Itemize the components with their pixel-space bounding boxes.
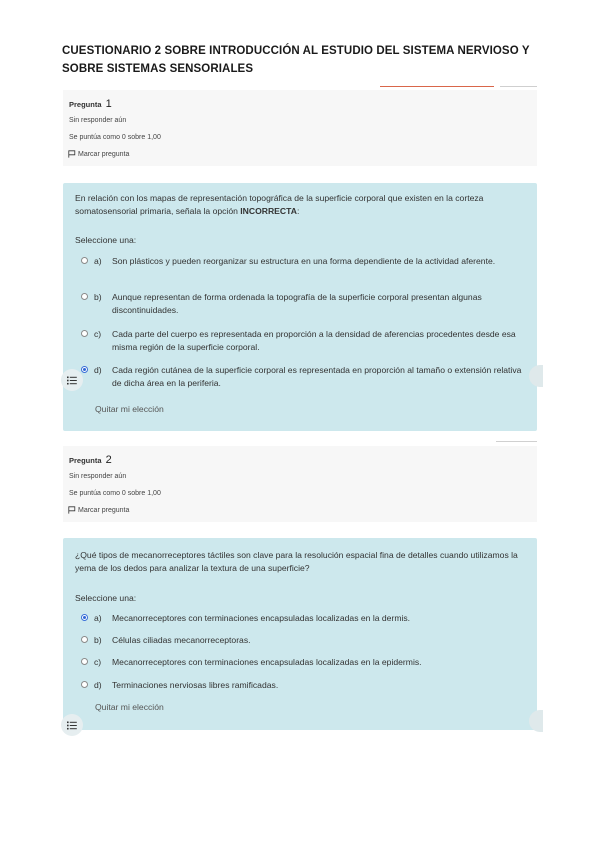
question-1-content [63,183,537,431]
radio-button[interactable] [81,658,88,665]
list-icon [67,721,77,730]
option-letter: b) [94,292,102,302]
question-2-info [63,446,537,522]
question-number: 2 [105,454,112,466]
question-text-end: : [296,206,300,216]
option-text: Cada parte del cuerpo es representada en proporción a la densidad de aferencias procedentes desde esa misma región de la superficie corporal. [112,329,516,352]
option-text: Aunque representan de forma ordenada la topografía de la superficie corporal presentan algunas discontinuidades. [112,292,482,315]
document-title: CUESTIONARIO 2 SOBRE INTRODUCCIÓN AL ESTUDIO DEL SISTEMA NERVIOSO Y SOBRE SISTEMAS SENSORIALES [62,45,530,75]
flag-icon [68,506,76,514]
question-1-status: Sin responder aún [69,117,127,124]
option-text: Mecanorreceptores con terminaciones encapsuladas localizadas en la epidermis. [112,657,422,667]
question-1-flag[interactable] [68,150,129,158]
flag-icon [68,150,76,158]
question-2-number [69,454,112,466]
radio-button[interactable] [81,330,88,337]
select-one-label: Seleccione una: [75,593,137,603]
option-text: Células ciliadas mecanorreceptoras. [112,635,251,645]
question-label: Pregunta [69,100,102,109]
clear-choice-link[interactable]: Quitar mi elección [95,404,164,414]
radio-button-selected[interactable] [81,614,88,621]
flag-label: Marcar pregunta [78,506,130,514]
question-2-flag[interactable] [68,506,129,514]
option-text: Mecanorreceptores con terminaciones encapsuladas localizadas en la dermis. [112,613,411,623]
option-letter: c) [94,657,102,667]
select-one-label: Seleccione una: [75,235,137,245]
radio-button[interactable] [81,681,88,688]
option-letter: d) [94,365,102,375]
question-text-emphasis: INCORRECTA [240,206,297,216]
option-letter: c) [94,329,102,339]
question-1-text [75,192,533,218]
question-1-score: Se puntúa como 0 sobre 1,00 [69,134,161,141]
question-list-button[interactable] [61,369,83,391]
radio-button-selected[interactable] [81,366,88,373]
question-2-option-d[interactable] [81,679,533,692]
question-2-status: Sin responder aún [69,473,127,480]
decorative-accent-line [380,86,494,87]
question-1-option-d[interactable] [81,364,533,390]
option-letter: d) [94,680,102,690]
question-1-option-a[interactable] [81,255,533,268]
decorative-divider [496,441,537,442]
list-icon [67,376,77,385]
option-letter: b) [94,635,102,645]
flag-label: Marcar pregunta [78,150,130,158]
option-text: Cada región cutánea de la superficie corporal es representada en proporción al tamaño o extensión relativa de dicha área en la periferia. [112,365,522,388]
side-scroll-handle[interactable] [529,710,543,732]
question-1-number [69,98,112,110]
question-2-option-b[interactable] [81,634,533,647]
question-2-content [63,538,537,730]
option-letter: a) [94,256,102,266]
question-1-info [63,90,537,166]
question-2-text: ¿Qué tipos de mecanorreceptores táctiles son clave para la resolución espacial fina de detalles cuando utilizamos la yema de los dedos para analizar la textura de una superficie? [75,550,518,573]
question-2-option-c[interactable] [81,656,533,669]
decorative-gray-line [500,86,537,87]
question-text: En relación con los mapas de representación topográfica de la superficie corporal que existen en la corteza somatosensorial primaria, señala la opción [75,193,484,216]
radio-button[interactable] [81,257,88,264]
question-2-option-a[interactable] [81,612,533,625]
question-label: Pregunta [69,456,102,465]
question-1-option-c[interactable] [81,328,533,354]
radio-button[interactable] [81,293,88,300]
question-2-score: Se puntúa como 0 sobre 1,00 [69,490,161,497]
question-list-button[interactable] [61,714,83,736]
option-text: Terminaciones nerviosas libres ramificadas. [112,680,279,690]
option-text: Son plásticos y pueden reorganizar su estructura en una forma dependiente de la actividad aferente. [112,256,496,266]
question-number: 1 [105,98,112,110]
radio-button[interactable] [81,636,88,643]
clear-choice-link[interactable]: Quitar mi elección [95,702,164,712]
option-letter: a) [94,613,102,623]
question-1-option-b[interactable] [81,291,533,317]
